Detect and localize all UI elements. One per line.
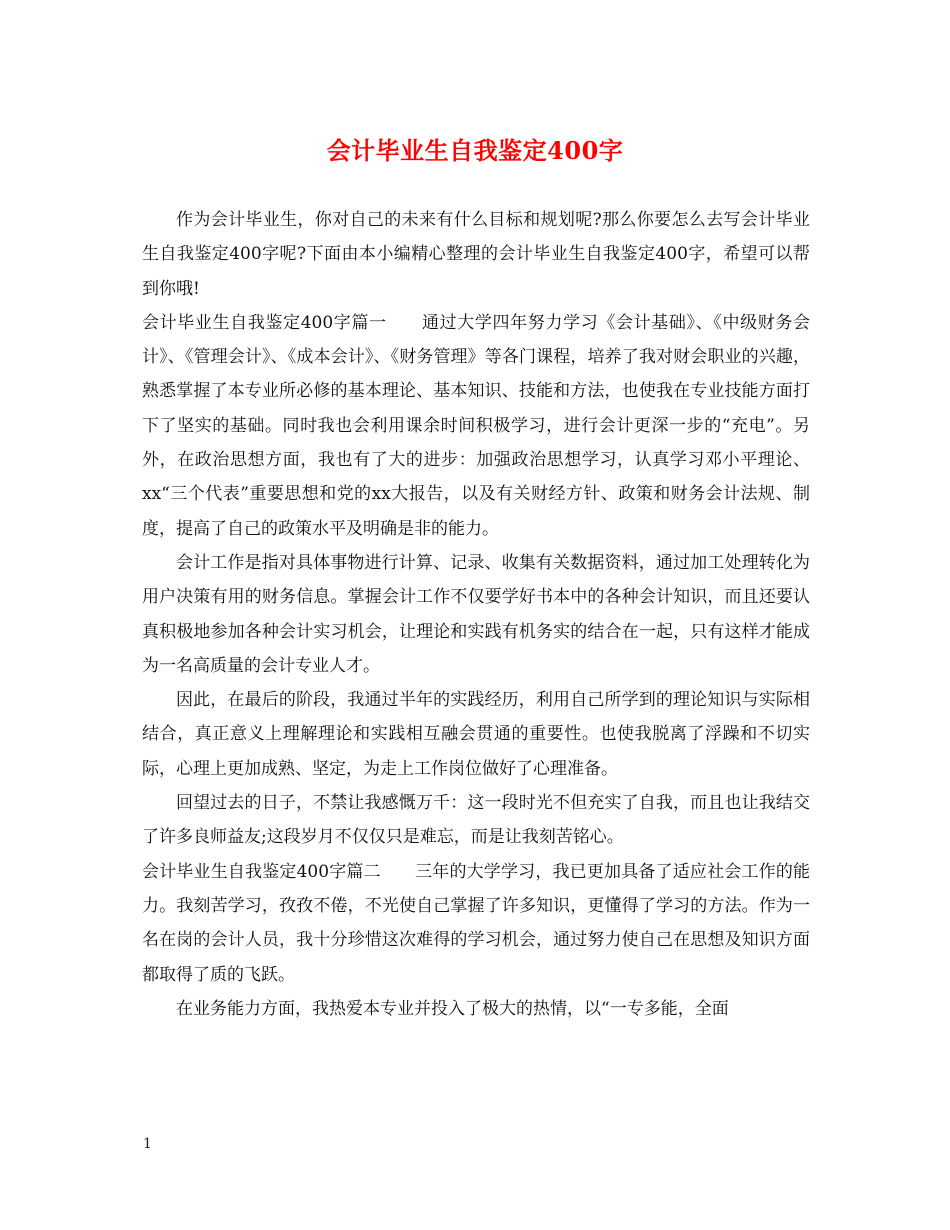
document-body xyxy=(142,203,810,1026)
section-two-paragraph: 会计毕业生自我鉴定400字篇二 三年的大学学习，我已更加具备了适应社会工作的能力。我刻苦学习，孜孜不倦，不光使自己掌握了许多知识，更懂得了学习的方法。作为一名在岗的会计人员，我十分珍惜这次难得的学习机会，通过努力使自己在思想及知识方面都取得了质的飞跃。 xyxy=(142,861,810,985)
body-paragraph: 在业务能力方面，我热爱本专业并投入了极大的热情，以“一专多能，全面 xyxy=(176,998,729,1019)
body-paragraph: 会计工作是指对具体事物进行计算、记录、收集有关数据资料，通过加工处理转化为用户决策有用的财务信息。掌握会计工作不仅要学好书本中的各种会计知识，而且还要认真积极地参加各种会计实习机会，让理论和实践有机务实的结合在一起，只有这样才能成为一名高质量的会计专业人才。 xyxy=(142,552,810,676)
document-title: 会计毕业生自我鉴定400字 xyxy=(326,136,624,165)
body-paragraph: 回望过去的日子，不禁让我感慨万千：这一段时光不但充实了自我，而且也让我结交了许多良师益友;这段岁月不仅仅只是难忘，而是让我刻苦铭心。 xyxy=(142,793,810,848)
page-number: 1 xyxy=(143,1136,152,1152)
body-paragraph: 因此，在最后的阶段，我通过半年的实践经历，利用自己所学到的理论知识与实际相结合，真正意义上理解理论和实践相互融会贯通的重要性。也使我脱离了浮躁和不切实际，心理上更加成熟、坚定，为走上工作岗位做好了心理准备。 xyxy=(142,690,810,779)
intro-paragraph: 作为会计毕业生，你对自己的未来有什么目标和规划呢?那么你要怎么去写会计毕业生自我鉴定400字呢?下面由本小编精心整理的会计毕业生自我鉴定400字，希望可以帮到你哦! xyxy=(142,210,810,299)
section-one-paragraph: 会计毕业生自我鉴定400字篇一 通过大学四年努力学习《会计基础》、《中级财务会计》、《管理会计》、《成本会计》、《财务管理》等各门课程，培养了我对财会职业的兴趣，熟悉掌握了本专业所必修的基本理论、基本知识、技能和方法，也使我在专业技能方面打下了坚实的基础。同时我也会利用课余时间积极学习，进行会计更深一步的“充电”。另外，在政治思想方面，我也有了大的进步：加强政治思想学习，认真学习邓小平理论、xx“三个代表”重要思想和党的xx大报告，以及有关财经方针、政策和财务会计法规、制度，提高了自己的政策水平及明确是非的能力。 xyxy=(142,312,810,539)
